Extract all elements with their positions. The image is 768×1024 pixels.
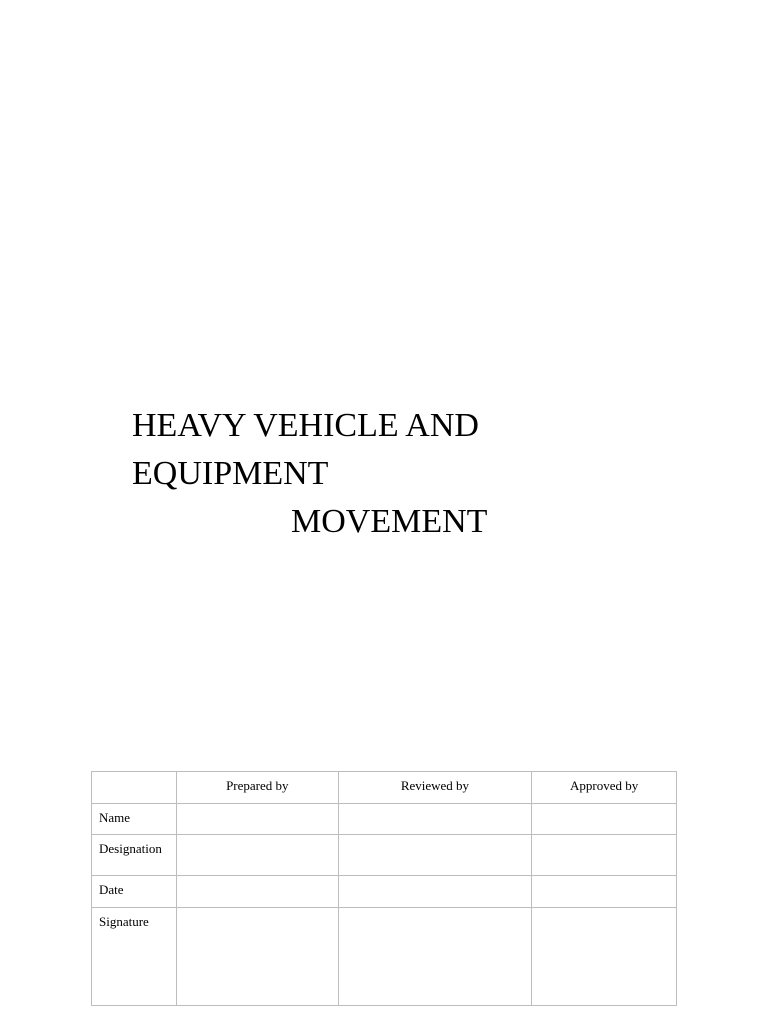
table-row-name xyxy=(92,804,677,835)
cell-signature-approved xyxy=(532,908,677,1006)
row-label-designation: Designation xyxy=(92,835,177,876)
cell-name-prepared xyxy=(176,804,338,835)
table-row-date xyxy=(92,876,677,908)
cell-signature-reviewed xyxy=(338,908,532,1006)
cell-date-approved xyxy=(532,876,677,908)
title-line-2: EQUIPMENT xyxy=(132,455,329,492)
title-line-1: HEAVY VEHICLE AND xyxy=(132,407,479,444)
title-line-3: MOVEMENT xyxy=(291,503,488,540)
cell-designation-prepared xyxy=(176,835,338,876)
cell-date-reviewed xyxy=(338,876,532,908)
document-title xyxy=(132,402,487,546)
cell-designation-approved xyxy=(532,835,677,876)
header-reviewed-by: Reviewed by xyxy=(338,772,532,804)
row-label-signature: Signature xyxy=(92,908,177,1006)
header-prepared-by: Prepared by xyxy=(176,772,338,804)
header-approved-by: Approved by xyxy=(532,772,677,804)
table-row-signature xyxy=(92,908,677,1006)
row-label-date: Date xyxy=(92,876,177,908)
cell-signature-prepared xyxy=(176,908,338,1006)
approval-table xyxy=(91,771,677,1006)
cell-date-prepared xyxy=(176,876,338,908)
cell-name-reviewed xyxy=(338,804,532,835)
cell-designation-reviewed xyxy=(338,835,532,876)
table-header-row xyxy=(92,772,677,804)
row-label-name: Name xyxy=(92,804,177,835)
table-row-designation xyxy=(92,835,677,876)
cell-name-approved xyxy=(532,804,677,835)
header-corner-cell xyxy=(92,772,177,804)
